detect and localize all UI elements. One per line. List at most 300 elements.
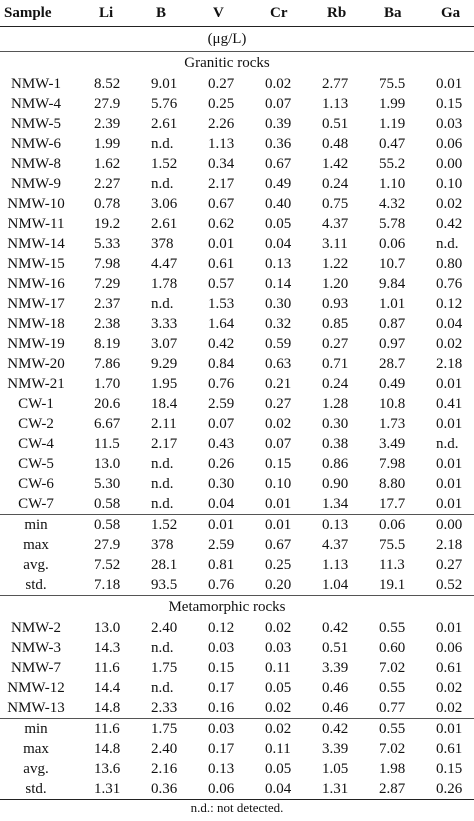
table-cell: 0.05 — [265, 761, 292, 777]
table-cell: 0.03 — [265, 640, 292, 656]
row-label: CW-2 — [18, 416, 54, 432]
table-cell: 0.00 — [436, 517, 463, 533]
table-cell: 1.28 — [322, 396, 349, 412]
table-cell: 14.8 — [94, 741, 121, 757]
table-cell: 9.84 — [379, 276, 406, 292]
table-cell: 0.58 — [94, 517, 121, 533]
table-row — [0, 354, 474, 374]
table-cell: 0.67 — [265, 156, 292, 172]
table-cell: 0.03 — [436, 116, 463, 132]
table-row — [0, 194, 474, 214]
table-cell: 0.67 — [208, 196, 235, 212]
table-cell: 0.34 — [208, 156, 235, 172]
table-cell: 0.16 — [208, 700, 235, 716]
table-cell: 0.01 — [436, 416, 463, 432]
table-cell: 0.03 — [208, 721, 235, 737]
table-cell: 0.01 — [265, 517, 292, 533]
table-cell: 0.20 — [265, 577, 292, 593]
table-cell: 13.6 — [94, 761, 121, 777]
table-cell: 0.36 — [151, 781, 178, 797]
table-cell: 1.31 — [94, 781, 121, 797]
table-cell: 0.48 — [322, 136, 349, 152]
table-cell: 28.1 — [151, 557, 178, 573]
table-cell: 0.02 — [265, 700, 292, 716]
table-cell: 0.27 — [322, 336, 349, 352]
table-cell: 0.15 — [265, 456, 292, 472]
table-cell: n.d. — [151, 136, 174, 152]
table-cell: 0.55 — [379, 620, 406, 636]
table-cell: 0.01 — [208, 517, 235, 533]
table-cell: 0.06 — [208, 781, 235, 797]
table-cell: 378 — [151, 537, 174, 553]
table-cell: 10.8 — [379, 396, 406, 412]
table-row — [0, 394, 474, 414]
row-label: std. — [25, 577, 47, 593]
table-cell: 7.02 — [379, 660, 406, 676]
table-cell: 0.62 — [208, 216, 235, 232]
table-cell: 0.01 — [436, 76, 463, 92]
table-cell: 0.51 — [322, 116, 349, 132]
table-cell: n.d. — [436, 236, 459, 252]
table-cell: 0.75 — [322, 196, 349, 212]
table-row — [0, 618, 474, 638]
table-cell: 2.37 — [94, 296, 121, 312]
table-cell: 378 — [151, 236, 174, 252]
row-label: NMW-5 — [11, 116, 61, 132]
table-cell: 0.02 — [436, 336, 463, 352]
table-cell: 0.14 — [265, 276, 292, 292]
table-cell: 1.52 — [151, 156, 178, 172]
row-label: min — [24, 517, 48, 533]
table-cell: 0.02 — [265, 76, 292, 92]
table-cell: 2.61 — [151, 216, 178, 232]
table-cell: 1.42 — [322, 156, 349, 172]
row-label: NMW-4 — [11, 96, 61, 112]
table-cell: 11.6 — [94, 721, 120, 737]
row-label: NMW-19 — [7, 336, 65, 352]
table-cell: 2.59 — [208, 537, 235, 553]
table-cell: n.d. — [151, 476, 174, 492]
table-cell: 13.0 — [94, 456, 121, 472]
table-cell: n.d. — [436, 436, 459, 452]
table-cell: 1.13 — [322, 96, 349, 112]
table-cell: 14.3 — [94, 640, 121, 656]
table-cell: 1.10 — [379, 176, 406, 192]
table-cell: 0.04 — [208, 496, 235, 512]
table-cell: 0.02 — [436, 680, 463, 696]
row-label: NMW-10 — [7, 196, 65, 212]
row-label: NMW-21 — [7, 376, 65, 392]
table-cell: 3.06 — [151, 196, 178, 212]
section-title: Granitic rocks — [184, 55, 270, 71]
table-cell: 28.7 — [379, 356, 406, 372]
table-cell: n.d. — [151, 176, 174, 192]
table-cell: 0.24 — [322, 376, 349, 392]
table-cell: 8.19 — [94, 336, 121, 352]
column-header: Rb — [327, 5, 347, 21]
table-cell: 0.17 — [208, 741, 235, 757]
section-title: Metamorphic rocks — [168, 599, 286, 615]
table-cell: 0.85 — [322, 316, 349, 332]
table-cell: 7.98 — [379, 456, 406, 472]
table-cell: 0.49 — [379, 376, 406, 392]
table-cell: 7.29 — [94, 276, 121, 292]
table-cell: 0.76 — [208, 376, 235, 392]
table-cell: 0.42 — [322, 721, 349, 737]
table-cell: 0.38 — [322, 436, 349, 452]
table-cell: n.d. — [151, 640, 174, 656]
table-cell: 7.18 — [94, 577, 121, 593]
stats-row — [0, 719, 474, 740]
table-cell: 0.55 — [379, 680, 406, 696]
table-cell: 1.31 — [322, 781, 349, 797]
table-cell: 0.36 — [265, 136, 292, 152]
table-cell: 4.37 — [322, 537, 349, 553]
row-label: std. — [25, 781, 47, 797]
table-cell: 2.17 — [208, 176, 235, 192]
table-cell: 0.55 — [379, 721, 406, 737]
table-cell: 1.73 — [379, 416, 406, 432]
table-cell: 0.02 — [265, 416, 292, 432]
table-cell: 1.01 — [379, 296, 406, 312]
table-body — [0, 27, 474, 800]
table-row — [0, 314, 474, 334]
row-label: CW-5 — [18, 456, 54, 472]
row-label: NMW-13 — [7, 700, 65, 716]
table-cell: 0.63 — [265, 356, 292, 372]
table-cell: n.d. — [151, 456, 174, 472]
table-cell: 3.33 — [151, 316, 178, 332]
table-cell: 0.04 — [265, 236, 292, 252]
row-label: NMW-11 — [7, 216, 65, 232]
table-cell: 0.86 — [322, 456, 349, 472]
table-cell: 0.61 — [208, 256, 235, 272]
table-cell: 0.10 — [436, 176, 463, 192]
table-cell: 0.93 — [322, 296, 349, 312]
table-cell: 2.33 — [151, 700, 178, 716]
table-row — [0, 474, 474, 494]
stats-row — [0, 575, 474, 596]
stats-row — [0, 739, 474, 759]
table-cell: 0.27 — [265, 396, 292, 412]
table-cell: 1.13 — [322, 557, 349, 573]
table-cell: 1.20 — [322, 276, 349, 292]
table-cell: 0.02 — [436, 196, 463, 212]
table-row — [0, 114, 474, 134]
table-cell: 55.2 — [379, 156, 406, 172]
table-cell: 0.59 — [265, 336, 292, 352]
table-cell: 27.9 — [94, 96, 121, 112]
table-cell: 2.59 — [208, 396, 235, 412]
table-cell: 0.49 — [265, 176, 292, 192]
table-cell: 5.30 — [94, 476, 121, 492]
table-cell: 2.26 — [208, 116, 235, 132]
table-cell: 0.90 — [322, 476, 349, 492]
table-cell: 0.13 — [322, 517, 349, 533]
table-cell: 1.34 — [322, 496, 349, 512]
table-cell: 2.39 — [94, 116, 121, 132]
table-cell: 0.30 — [208, 476, 235, 492]
table-cell: 0.42 — [436, 216, 463, 232]
footnote: n.d.: not detected. — [190, 800, 284, 815]
table-cell: 0.76 — [436, 276, 463, 292]
table-cell: 9.01 — [151, 76, 178, 92]
table-cell: 0.01 — [436, 476, 463, 492]
row-label: NMW-6 — [11, 136, 61, 152]
column-header: Li — [99, 5, 114, 21]
table-cell: 1.98 — [379, 761, 406, 777]
table-cell: 0.01 — [436, 376, 463, 392]
table-cell: 0.01 — [265, 496, 292, 512]
table-cell: 0.30 — [265, 296, 292, 312]
table-cell: 1.99 — [379, 96, 406, 112]
table-cell: 0.02 — [265, 620, 292, 636]
column-header: Sample — [4, 5, 52, 21]
table-cell: 0.32 — [265, 316, 292, 332]
table-cell: 0.06 — [436, 640, 463, 656]
table-cell: 93.5 — [151, 577, 178, 593]
table-cell: 0.52 — [436, 577, 463, 593]
table-cell: 18.4 — [151, 396, 178, 412]
table-cell: 20.6 — [94, 396, 121, 412]
row-label: NMW-2 — [11, 620, 61, 636]
table-cell: 0.04 — [436, 316, 463, 332]
table-row — [0, 434, 474, 454]
row-label: NMW-9 — [11, 176, 61, 192]
table-cell: 7.02 — [379, 741, 406, 757]
table-cell: 0.07 — [265, 96, 292, 112]
table-cell: 0.61 — [436, 741, 463, 757]
table-cell: 19.2 — [94, 216, 121, 232]
table-cell: 11.3 — [379, 557, 405, 573]
table-cell: 0.76 — [208, 577, 235, 593]
header-row — [0, 0, 474, 27]
table-row — [0, 94, 474, 114]
table-cell: 0.26 — [436, 781, 463, 797]
table-cell: 5.78 — [379, 216, 406, 232]
table-row — [0, 414, 474, 434]
column-header: V — [213, 5, 224, 21]
stats-row — [0, 515, 474, 536]
table-cell: 7.86 — [94, 356, 121, 372]
table-cell: 3.07 — [151, 336, 178, 352]
table-cell: 0.04 — [265, 781, 292, 797]
table-cell: 0.06 — [379, 517, 406, 533]
table-row — [0, 454, 474, 474]
table-cell: 1.75 — [151, 660, 178, 676]
table-cell: 7.98 — [94, 256, 121, 272]
table-cell: 2.77 — [322, 76, 349, 92]
row-label: NMW-17 — [7, 296, 65, 312]
column-header: Ba — [384, 5, 402, 21]
table-cell: 1.62 — [94, 156, 121, 172]
table-cell: 1.99 — [94, 136, 121, 152]
row-label: avg. — [23, 761, 49, 777]
table-cell: 0.12 — [436, 296, 463, 312]
table-cell: 0.13 — [208, 761, 235, 777]
section-title-row — [0, 52, 474, 75]
table-cell: 7.52 — [94, 557, 121, 573]
row-label: CW-6 — [18, 476, 54, 492]
table-cell: 17.7 — [379, 496, 406, 512]
table-cell: 2.38 — [94, 316, 121, 332]
stats-row — [0, 535, 474, 555]
table-cell: 2.27 — [94, 176, 121, 192]
table-cell: n.d. — [151, 680, 174, 696]
table-cell: 0.17 — [208, 680, 235, 696]
table-cell: 0.12 — [208, 620, 235, 636]
table-cell: 3.39 — [322, 741, 349, 757]
table-cell: 1.78 — [151, 276, 178, 292]
table-cell: 0.30 — [322, 416, 349, 432]
column-header: Cr — [270, 5, 288, 21]
table-cell: 8.52 — [94, 76, 121, 92]
table-cell: 0.84 — [208, 356, 235, 372]
table-cell: n.d. — [151, 496, 174, 512]
table-cell: 0.41 — [436, 396, 463, 412]
table-cell: 0.80 — [436, 256, 463, 272]
table-cell: 0.15 — [436, 96, 463, 112]
table-row — [0, 334, 474, 354]
table-cell: 5.76 — [151, 96, 178, 112]
row-label: CW-1 — [18, 396, 54, 412]
table-cell: 0.47 — [379, 136, 406, 152]
table-cell: 27.9 — [94, 537, 121, 553]
row-label: NMW-8 — [11, 156, 61, 172]
table-cell: 0.06 — [379, 236, 406, 252]
table-cell: 0.01 — [436, 620, 463, 636]
table-cell: 0.07 — [208, 416, 235, 432]
table-cell: 0.78 — [94, 196, 121, 212]
table-cell: 0.05 — [265, 680, 292, 696]
table-cell: n.d. — [151, 296, 174, 312]
unit-label: (μg/L) — [207, 31, 247, 47]
row-label: NMW-14 — [7, 236, 65, 252]
table-cell: 14.4 — [94, 680, 121, 696]
table-cell: 0.39 — [265, 116, 292, 132]
table-cell: 11.5 — [94, 436, 120, 452]
table-cell: 0.51 — [322, 640, 349, 656]
table-cell: 0.77 — [379, 700, 406, 716]
table-cell: 0.01 — [208, 236, 235, 252]
table-cell: 0.42 — [322, 620, 349, 636]
table-cell: 0.61 — [436, 660, 463, 676]
table-cell: 1.04 — [322, 577, 349, 593]
table-cell: 1.22 — [322, 256, 349, 272]
table-cell: 0.24 — [322, 176, 349, 192]
table-cell: 0.13 — [265, 256, 292, 272]
table-row — [0, 74, 474, 94]
table-cell: 3.11 — [322, 236, 348, 252]
table-cell: 0.57 — [208, 276, 235, 292]
table-cell: 11.6 — [94, 660, 120, 676]
table-row — [0, 374, 474, 394]
row-label: avg. — [23, 557, 49, 573]
table-cell: 0.11 — [265, 741, 291, 757]
table-row — [0, 214, 474, 234]
table-cell: 2.18 — [436, 537, 463, 553]
table-cell: 0.46 — [322, 680, 349, 696]
table-cell: 2.87 — [379, 781, 406, 797]
row-label: NMW-16 — [7, 276, 65, 292]
table-cell: 0.00 — [436, 156, 463, 172]
table-cell: 0.27 — [208, 76, 235, 92]
table-cell: 0.43 — [208, 436, 235, 452]
table-cell: 1.70 — [94, 376, 121, 392]
table-cell: 4.32 — [379, 196, 406, 212]
table-cell: 0.01 — [436, 721, 463, 737]
table-cell: 0.42 — [208, 336, 235, 352]
row-label: NMW-3 — [11, 640, 61, 656]
table-cell: 0.25 — [208, 96, 235, 112]
row-label: NMW-18 — [7, 316, 65, 332]
table-cell: 0.01 — [436, 496, 463, 512]
table-cell: 0.15 — [436, 761, 463, 777]
stats-row — [0, 779, 474, 800]
table-cell: 0.10 — [265, 476, 292, 492]
table-cell: 4.47 — [151, 256, 178, 272]
table-cell: 2.40 — [151, 741, 178, 757]
table-cell: 75.5 — [379, 537, 406, 553]
column-header: Ga — [441, 5, 461, 21]
table-cell: 0.40 — [265, 196, 292, 212]
table-cell: 1.52 — [151, 517, 178, 533]
table-cell: 2.17 — [151, 436, 178, 452]
table-cell: 0.02 — [436, 700, 463, 716]
table-cell: 75.5 — [379, 76, 406, 92]
table-cell: 14.8 — [94, 700, 121, 716]
table-cell: 6.67 — [94, 416, 121, 432]
table-cell: 0.46 — [322, 700, 349, 716]
table-cell: 8.80 — [379, 476, 406, 492]
table-cell: 0.60 — [379, 640, 406, 656]
table-cell: 0.06 — [436, 136, 463, 152]
table-cell: 10.7 — [379, 256, 406, 272]
table-cell: 0.71 — [322, 356, 349, 372]
table-cell: 0.81 — [208, 557, 235, 573]
table-cell: 0.07 — [265, 436, 292, 452]
table-cell: 0.87 — [379, 316, 406, 332]
row-label: NMW-20 — [7, 356, 65, 372]
table-cell: 2.40 — [151, 620, 178, 636]
row-label: max — [23, 741, 49, 757]
table-cell: 3.49 — [379, 436, 406, 452]
row-label: max — [23, 537, 49, 553]
section-title-row — [0, 596, 474, 619]
row-label: NMW-12 — [7, 680, 65, 696]
table-cell: 1.64 — [208, 316, 235, 332]
stats-row — [0, 555, 474, 575]
table-cell: 1.19 — [379, 116, 406, 132]
table-cell: 0.67 — [265, 537, 292, 553]
table-row — [0, 134, 474, 154]
table-row — [0, 494, 474, 515]
table-row — [0, 698, 474, 719]
table-cell: 1.05 — [322, 761, 349, 777]
table-cell: 1.75 — [151, 721, 178, 737]
row-label: NMW-15 — [7, 256, 65, 272]
table-cell: 2.61 — [151, 116, 178, 132]
row-label: CW-4 — [18, 436, 54, 452]
table-cell: 4.37 — [322, 216, 349, 232]
table-cell: 2.18 — [436, 356, 463, 372]
table-cell: 13.0 — [94, 620, 121, 636]
table-cell: 0.02 — [265, 721, 292, 737]
table-row — [0, 254, 474, 274]
table-cell: 0.26 — [208, 456, 235, 472]
table-row — [0, 658, 474, 678]
table-cell: 9.29 — [151, 356, 178, 372]
